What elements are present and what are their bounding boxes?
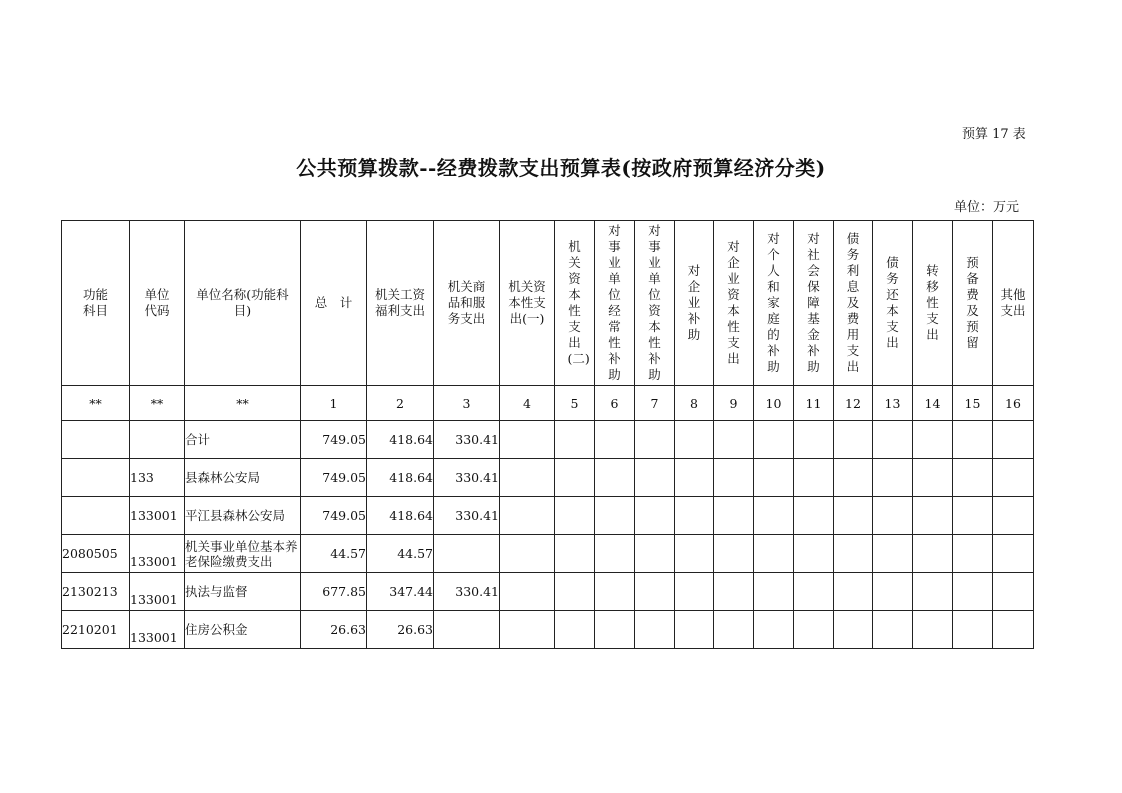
empty-cell [555,611,595,649]
total-cell: 749.05 [301,421,367,459]
budget-table [61,220,1034,649]
total-cell: 26.63 [301,611,367,649]
unit-name-cell: 住房公积金 [185,611,301,649]
empty-cell [953,573,993,611]
column-header-label: 债务还本支出 [886,255,899,350]
column-index: 16 [993,386,1034,421]
column-header [873,221,913,386]
empty-cell [993,573,1034,611]
empty-cell [993,497,1034,535]
empty-cell [794,611,834,649]
column-header [675,221,714,386]
column-header-label: 对事业单位经常性补助 [608,223,621,382]
column-header-label: 机关资 [508,279,546,294]
table-row [62,421,1034,459]
column-header [500,221,555,386]
empty-cell [993,459,1034,497]
empty-cell [873,421,913,459]
column-index: 6 [595,386,635,421]
empty-cell [794,497,834,535]
total-cell: 44.57 [301,535,367,573]
column-index-row [62,386,1034,421]
total-cell: 749.05 [301,459,367,497]
empty-cell [714,573,754,611]
column-index: 11 [794,386,834,421]
empty-cell [500,497,555,535]
column-header-label: 对个人和家庭的补助 [767,231,780,374]
function-code-cell: 2080505 [62,535,130,573]
column-index: 3 [434,386,500,421]
column-index: ** [130,386,185,421]
column-index: 12 [834,386,873,421]
empty-cell [953,535,993,573]
column-index: ** [185,386,301,421]
empty-cell [913,535,953,573]
unit-name-cell: 平江县森林公安局 [185,497,301,535]
column-header [130,221,185,386]
column-header-label: 单位 [144,287,170,302]
function-code-cell [62,497,130,535]
salary-welfare-cell: 418.64 [367,497,434,535]
empty-cell [500,459,555,497]
unit-code-cell: 133001 [130,497,185,535]
function-code-cell [62,421,130,459]
column-header [62,221,130,386]
empty-cell [500,535,555,573]
column-header-label: 出(一) [509,311,545,326]
column-header-label: 对企业资本性支出 [727,239,740,366]
empty-cell [675,421,714,459]
salary-welfare-cell: 418.64 [367,421,434,459]
empty-cell [595,611,635,649]
empty-cell [595,497,635,535]
table-row [62,573,1034,611]
empty-cell [714,459,754,497]
column-header [301,221,367,386]
column-index: 5 [555,386,595,421]
empty-cell [555,535,595,573]
empty-cell [993,421,1034,459]
salary-welfare-cell: 26.63 [367,611,434,649]
column-header [953,221,993,386]
unit-name-cell: 合计 [185,421,301,459]
empty-cell [500,421,555,459]
empty-cell [873,535,913,573]
empty-cell [595,459,635,497]
total-cell: 749.05 [301,497,367,535]
column-index: 2 [367,386,434,421]
function-code-cell: 2130213 [62,573,130,611]
column-index: 9 [714,386,754,421]
empty-cell [993,535,1034,573]
unit-name-cell: 县森林公安局 [185,459,301,497]
empty-cell [913,573,953,611]
goods-services-cell [434,535,500,573]
empty-cell [635,535,675,573]
empty-cell [953,421,993,459]
column-header [754,221,794,386]
unit-code-cell: 133001 [130,535,185,573]
empty-cell [754,573,794,611]
empty-cell [953,459,993,497]
unit-name-cell: 执法与监督 [185,573,301,611]
column-header-label: 本性支 [508,295,546,310]
column-header-label: 对企业补助 [687,263,701,342]
goods-services-cell: 330.41 [434,421,500,459]
empty-cell [555,421,595,459]
empty-cell [873,611,913,649]
table-row [62,611,1034,649]
column-header-label: 单位名称(功能科 [196,287,289,302]
column-header-label: 支出 [1000,303,1026,318]
empty-cell [794,573,834,611]
salary-welfare-cell: 347.44 [367,573,434,611]
column-header-label: 功能 [82,287,108,302]
column-header-label: 机关资本性支出(二) [567,239,590,366]
empty-cell [754,535,794,573]
empty-cell [834,535,873,573]
unit-code-cell: 133001 [130,573,185,611]
unit-code-cell [130,421,185,459]
column-index: 8 [675,386,714,421]
empty-cell [555,459,595,497]
table-row [62,497,1034,535]
column-header-label: 对社会保障基金补助 [807,231,820,374]
empty-cell [913,459,953,497]
column-header-label: 代码 [144,303,170,318]
empty-cell [595,573,635,611]
column-index: 13 [873,386,913,421]
table-row [62,535,1034,573]
column-index: 14 [913,386,953,421]
column-header-label: 对事业单位资本性补助 [648,223,661,382]
empty-cell [834,497,873,535]
goods-services-cell: 330.41 [434,573,500,611]
empty-cell [635,459,675,497]
empty-cell [754,421,794,459]
empty-cell [913,497,953,535]
column-index: ** [62,386,130,421]
empty-cell [675,535,714,573]
column-header [714,221,754,386]
empty-cell [873,497,913,535]
empty-cell [714,421,754,459]
table-number: 预算 17 表 [962,127,1026,142]
goods-services-cell: 330.41 [434,497,500,535]
header-row [62,221,1034,386]
empty-cell [635,573,675,611]
column-header [555,221,595,386]
salary-welfare-cell: 418.64 [367,459,434,497]
column-header-label: 目) [233,303,252,318]
goods-services-cell [434,611,500,649]
column-index: 15 [953,386,993,421]
column-header-label: 机关商 [447,279,486,294]
column-index: 4 [500,386,555,421]
empty-cell [834,573,873,611]
empty-cell [873,573,913,611]
table-row [62,459,1034,497]
column-header [913,221,953,386]
total-cell: 677.85 [301,573,367,611]
empty-cell [555,497,595,535]
empty-cell [595,535,635,573]
function-code-cell: 2210201 [62,611,130,649]
column-index: 7 [635,386,675,421]
column-header [595,221,635,386]
empty-cell [500,611,555,649]
empty-cell [675,573,714,611]
salary-welfare-cell: 44.57 [367,535,434,573]
empty-cell [675,497,714,535]
empty-cell [873,459,913,497]
empty-cell [714,497,754,535]
empty-cell [635,611,675,649]
empty-cell [794,421,834,459]
empty-cell [754,611,794,649]
empty-cell [754,459,794,497]
empty-cell [953,497,993,535]
empty-cell [714,535,754,573]
column-header [367,221,434,386]
empty-cell [953,611,993,649]
column-header-label: 债务利息及费用支出 [846,231,860,374]
empty-cell [913,421,953,459]
column-header-label: 福利支出 [374,303,425,318]
column-index: 1 [301,386,367,421]
goods-services-cell: 330.41 [434,459,500,497]
empty-cell [675,459,714,497]
column-header-label: 总 计 [314,295,353,310]
empty-cell [794,459,834,497]
column-header-label: 机关工资 [374,287,425,302]
function-code-cell [62,459,130,497]
empty-cell [635,497,675,535]
unit-code-cell: 133 [130,459,185,497]
column-header-label: 预备费及预留 [966,255,979,350]
empty-cell [500,573,555,611]
empty-cell [834,421,873,459]
column-index: 10 [754,386,794,421]
unit-label: 单位：万元 [954,200,1020,215]
unit-name-cell: 机关事业单位基本养老保险缴费支出 [185,535,301,573]
empty-cell [993,611,1034,649]
page-title: 公共预算拨款--经费拨款支出预算表(按政府预算经济分类) [296,156,826,180]
empty-cell [714,611,754,649]
empty-cell [834,611,873,649]
column-header-label: 务支出 [447,311,486,326]
empty-cell [834,459,873,497]
empty-cell [555,573,595,611]
empty-cell [913,611,953,649]
empty-cell [794,535,834,573]
empty-cell [595,421,635,459]
column-header [834,221,873,386]
column-header [794,221,834,386]
column-header [434,221,500,386]
empty-cell [635,421,675,459]
column-header-label: 转移性支出 [926,263,939,342]
column-header-label: 其他 [1000,287,1026,302]
empty-cell [675,611,714,649]
column-header [993,221,1034,386]
column-header-label: 品和服 [447,295,486,310]
unit-code-cell: 133001 [130,611,185,649]
column-header [635,221,675,386]
empty-cell [754,497,794,535]
column-header-label: 科目 [82,303,108,318]
column-header [185,221,301,386]
